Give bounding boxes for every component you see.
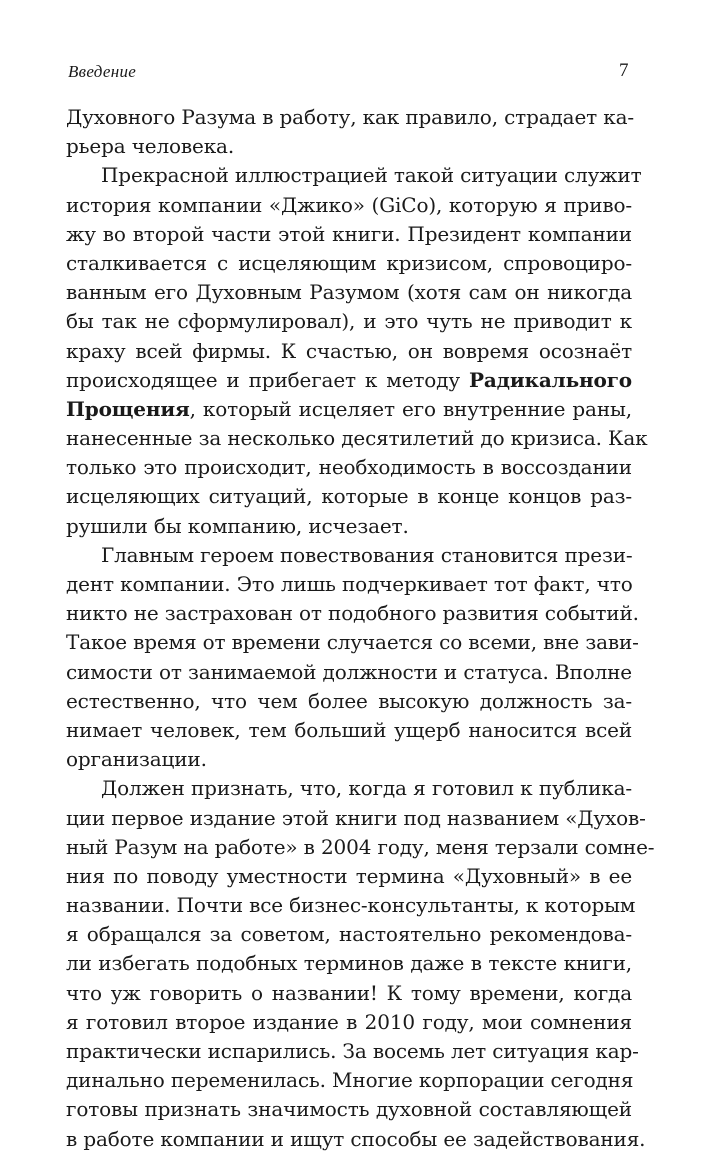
text-line: динально переменилась. Многие корпорации сегодня — [66, 1068, 634, 1093]
text-line: сталкивается с исцеляющим кризисом, спровоциро- — [66, 250, 632, 275]
text-line: бы так не сформулировал), и это чуть не приводит к — [66, 309, 632, 334]
text-line: рьера человека. — [66, 134, 235, 159]
text-line: Такое время от времени случается со всеми, вне зави- — [66, 630, 639, 655]
text-fragment: , который исцеляет его внутренние раны, — [189, 396, 632, 421]
text-line: ванным его Духовным Разумом (хотя сам он никогда — [66, 280, 632, 305]
paragraph — [66, 103, 632, 161]
text-line: ния по поводу уместности термина «Духовный» в ее — [66, 863, 632, 888]
text-line: Прекрасной иллюстрацией такой ситуации служит — [101, 163, 642, 188]
text-line: нанесенные за несколько десятилетий до кризиса. Как — [66, 426, 648, 451]
text-line: симости от занимаемой должности и статуса. Вполне — [66, 659, 632, 684]
page-number: 7 — [619, 60, 629, 81]
text-fragment: происходящее и прибегает к методу — [66, 367, 469, 392]
running-head: Введение — [68, 62, 137, 81]
text-line: ный Разум на работе» в 2004 году, меня терзали сомне- — [66, 834, 655, 859]
text-line: естественно, что чем более высокую должность за- — [66, 688, 632, 713]
text-line: никто не застрахован от подобного развития событий. — [66, 601, 639, 626]
paragraph — [66, 541, 639, 775]
paragraph — [66, 161, 648, 540]
text-line: названии. Почти все бизнес-консультанты, к которым — [66, 893, 636, 918]
text-line: в работе компании и ищут способы ее задействования. — [66, 1126, 646, 1151]
paragraph — [66, 774, 655, 1153]
text-line: практически испарились. За восемь лет ситуация кар- — [66, 1039, 639, 1063]
text-line: что уж говорить о названии! К тому времени, когда — [66, 980, 632, 1005]
text-line — [66, 366, 632, 395]
text-line: организации. — [66, 747, 207, 772]
body-text — [66, 103, 655, 1154]
text-line: только это происходит, необходимость в воссоздании — [66, 455, 632, 480]
text-line: исцеляющих ситуаций, которые в конце концов раз- — [66, 484, 632, 509]
text-line: нимает человек, тем больший ущерб наносится всей — [66, 717, 632, 742]
text-line: ли избегать подобных терминов даже в тексте книги, — [66, 951, 632, 976]
bold-term-continued: Прощения — [66, 396, 190, 421]
text-line: краху всей фирмы. К счастью, он вовремя осознаёт — [66, 338, 632, 363]
text-line: Духовного Разума в работу, как правило, страдает ка- — [66, 105, 634, 129]
text-line: Главным героем повествования становится прези- — [101, 542, 633, 567]
text-line: дент компании. Это лишь подчеркивает тот факт, что — [66, 572, 633, 596]
text-line: готовы признать значимость духовной составляющей — [66, 1097, 632, 1122]
text-line: я готовил второе издание в 2010 году, мои сомнения — [66, 1009, 632, 1034]
text-line: история компании «Джико» (GiCo), которую я приво- — [66, 192, 632, 217]
text-line: я обращался за советом, настоятельно рекомендова- — [66, 922, 632, 947]
bold-term: Радикального — [468, 367, 632, 392]
text-line: рушили бы компанию, исчезает. — [66, 513, 409, 538]
text-line — [66, 395, 632, 424]
text-line: ции первое издание этой книги под названием «Духов- — [66, 805, 646, 830]
text-line: жу во второй части этой книги. Президент компании — [66, 221, 632, 246]
text-line: Должен признать, что, когда я готовил к публика- — [101, 776, 632, 801]
